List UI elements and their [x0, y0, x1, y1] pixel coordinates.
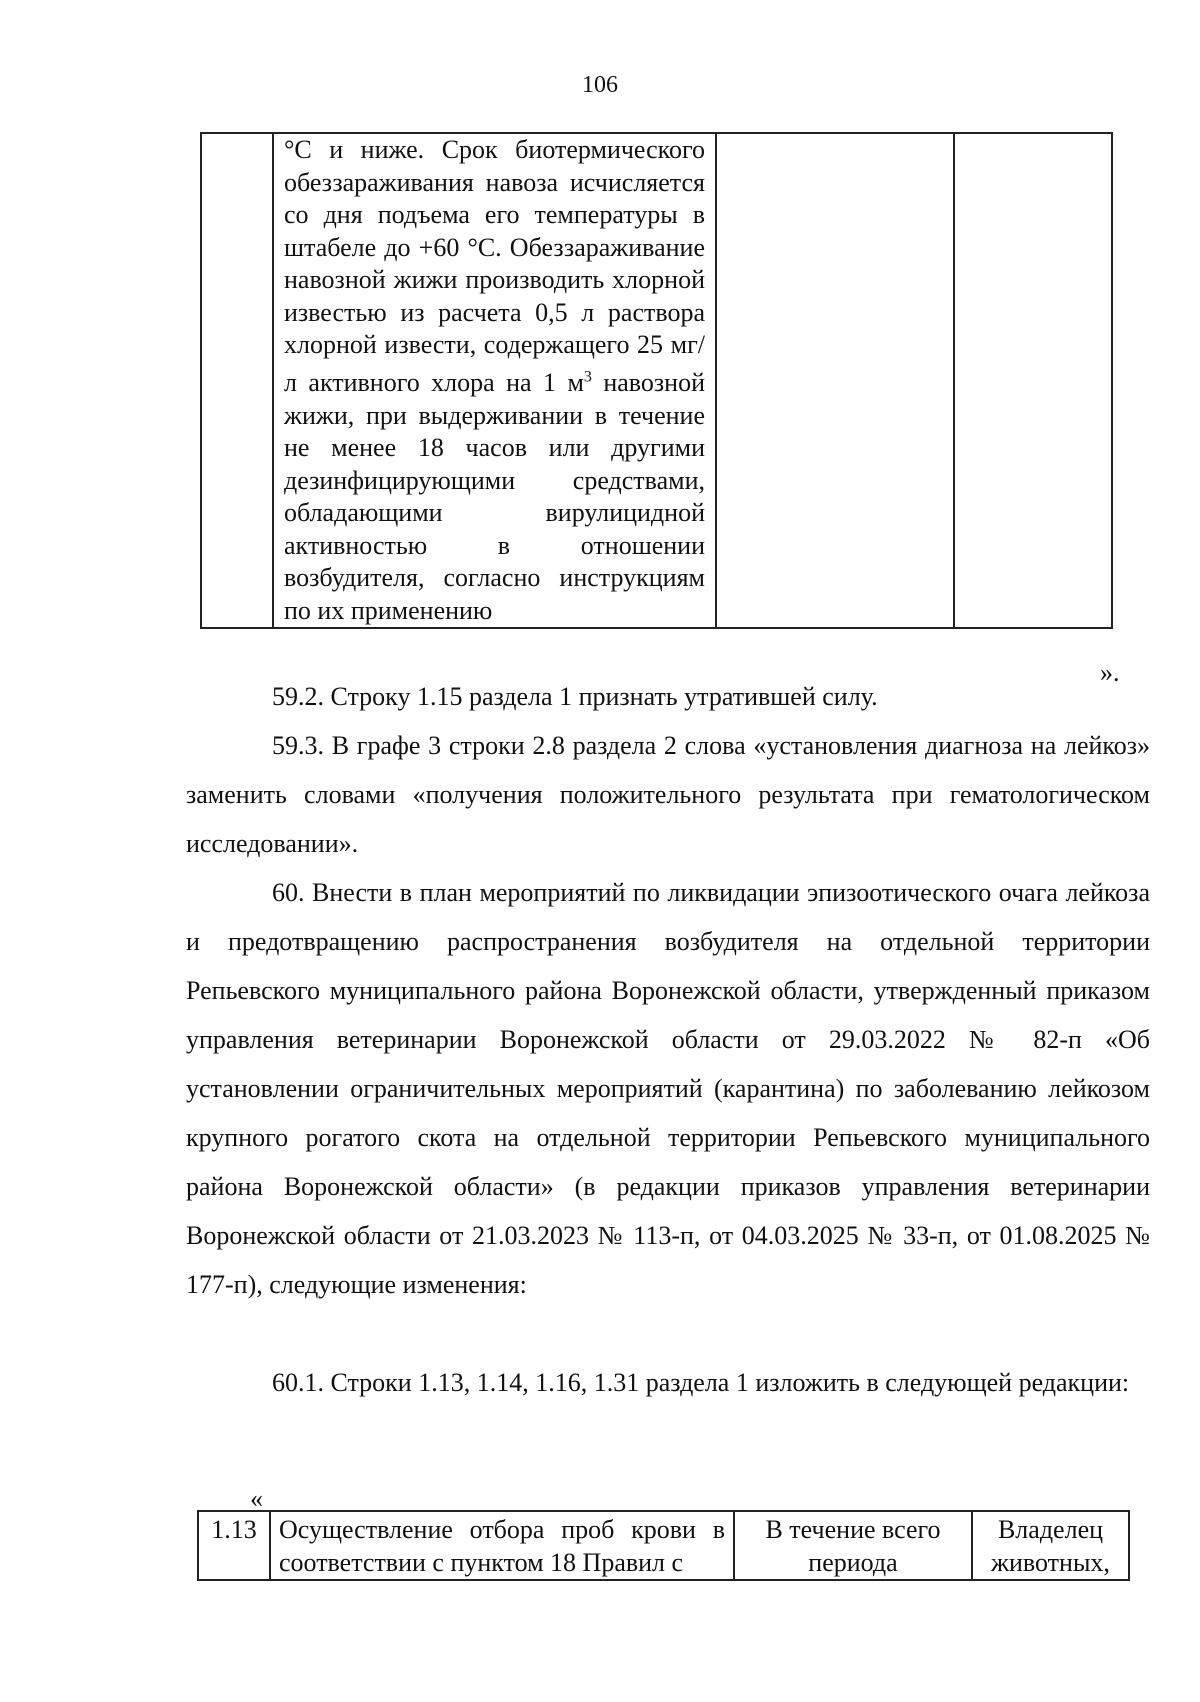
table-cell-number: [201, 133, 273, 628]
paragraph-60-1: 60.1. Строки 1.13, 1.14, 1.16, 1.31 раздела 1 изложить в следующей редакции:: [272, 1368, 1130, 1397]
opening-quote: «: [250, 1484, 263, 1513]
measures-table-continued: [200, 132, 1113, 629]
paragraph-59-2: 59.2. Строку 1.15 раздела 1 признать утратившей силу.: [272, 682, 878, 711]
measures-table-new: [197, 1510, 1130, 1581]
table-cell-period: [716, 133, 954, 628]
table-row: [198, 1511, 1129, 1580]
paragraph-60: 60. Внести в план мероприятий по ликвидации эпизоотического очага лейкоза и предотвращению распространения возбудителя на отдельной территории Репьевского муниципального района Воронежской области, утвержденный приказом управления ветеринарии Воронежской области от 29.03.2022 № 82-п «Об установлении ограничительных мероприятий (карантина) по заболеванию лейкозом крупного рогатого скота на отдельной территории Репьевского муниципального района Воронежской области» (в редакции приказов управления ветеринарии Воронежской области от 21.03.2023 № 113-п, от 04.03.2025 № 33-п, от 01.08.2025 № 177-п), следующие изменения:: [186, 878, 1150, 1299]
table-cell-measure: [273, 133, 716, 628]
row-period: В течение всего периода: [734, 1511, 972, 1580]
measure-text: °С и ниже. Срок биотермического обеззараживания навоза исчисляется со дня подъема его температуры в штабеле до +60 °С. Обеззараживание навозной жижи производить хлорной известью из расчета 0,5 л раствора хлорной извести, содержащего 25 мг/л активного хлора на 1 $м^3$ навозной жижи, при выдерживании в течение не менее 18 часов или другими дезинфицирующими средствами, обладающими вирулицидной активностью в отношении возбудителя, согласно инструкциям по их применению: [284, 135, 705, 625]
row-responsible: Владелец животных,: [972, 1511, 1129, 1580]
table-row: [201, 133, 1112, 628]
table-cell-responsible: [954, 133, 1112, 628]
closing-quote: ».: [1100, 658, 1120, 687]
page-number: 106: [582, 72, 618, 98]
paragraph-59-3: 59.3. В графе 3 строки 2.8 раздела 2 слова «установления диагноза на лейкоз» заменить словами «получения положительного результата при гематологическом исследовании».: [186, 731, 1150, 858]
row-measure: Осуществление отбора проб крови в соответствии с пунктом 18 Правил с: [270, 1511, 734, 1580]
row-number: 1.13: [198, 1511, 270, 1580]
